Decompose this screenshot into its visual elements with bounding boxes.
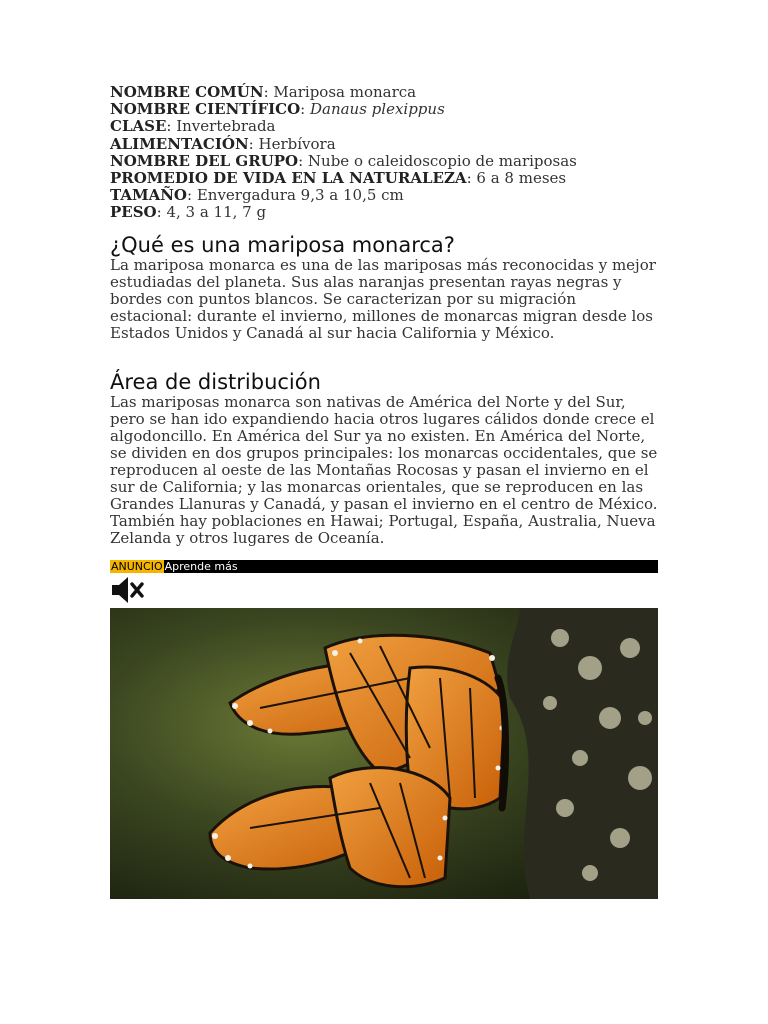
fact-value: 4, 3 a 11, 7 g [166, 203, 267, 222]
section-heading-distribution: Área de distribución [110, 369, 321, 394]
fact-separator: : [466, 169, 477, 188]
fact-sheet [110, 84, 658, 222]
fact-label: TAMAÑO [110, 186, 187, 205]
fact-label: NOMBRE CIENTÍFICO [110, 100, 301, 119]
video-player[interactable] [110, 608, 658, 899]
learn-more-link[interactable]: Aprende más [164, 559, 238, 573]
article [110, 84, 658, 899]
fact-row [110, 153, 658, 170]
fact-value: Herbívora [258, 134, 336, 153]
fact-row [110, 204, 658, 221]
fact-value: Nube o caleidoscopio de mariposas [307, 151, 577, 170]
fact-row [110, 170, 658, 187]
fact-row [110, 187, 658, 204]
fact-separator: : [166, 117, 177, 136]
speaker-muted-icon [110, 574, 146, 606]
fact-label: PESO [110, 203, 157, 222]
fact-value: Envergadura 9,3 a 10,5 cm [196, 186, 404, 205]
fact-label: PROMEDIO DE VIDA EN LA NATURALEZA [110, 169, 467, 188]
fact-separator: : [156, 203, 167, 222]
fact-separator: : [187, 186, 197, 205]
fact-value: Danaus plexippus [309, 100, 445, 119]
fact-row [110, 101, 658, 118]
fact-separator: : [300, 100, 310, 119]
ad-bar [110, 560, 658, 573]
section-body-what-is: La mariposa monarca es una de las mariposas más reconocidas y mejor estudiadas del planeta. Sus alas naranjas presentan rayas negras y bordes con puntos blancos. Se caracterizan por su migración estacional: durante el invierno, millones de monarcas migran desde los Estados Unidos y Canadá al sur hacia California y México. [110, 255, 656, 342]
fact-separator: : [263, 83, 274, 101]
monarch-butterfly-image [110, 608, 658, 899]
ad-label: ANUNCIO [111, 559, 163, 573]
fact-row [110, 118, 658, 135]
fact-label: NOMBRE COMÚN [110, 83, 264, 101]
fact-label: CLASE [110, 117, 167, 136]
fact-row [110, 136, 658, 153]
section-body-distribution: Las mariposas monarca son nativas de América del Norte y del Sur, pero se han ido expandiendo hacia otros lugares cálidos donde crece el algodoncillo. En América del Sur ya no existen. En América del Norte, se dividen en dos grupos principales: los monarcas occidentales, que se reproducen al oeste de las Montañas Rocosas y pasan el invierno en el sur de California; y las monarcas orientales, que se reproducen en las Grandes Llanuras y Canadá, y pasan el invierno en el centro de México. También hay poblaciones en Hawai; Portugal, España, Australia, Nueva Zelanda y otros lugares de Oceanía. [110, 392, 658, 547]
fact-value: 6 a 8 meses [476, 169, 567, 188]
fact-value: Invertebrada [176, 117, 276, 136]
mute-button[interactable] [110, 574, 146, 606]
fact-label: ALIMENTACIÓN [110, 134, 249, 153]
fact-separator: : [248, 134, 259, 153]
fact-separator: : [298, 151, 308, 170]
fact-value: Mariposa monarca [273, 83, 417, 101]
fact-row [110, 84, 658, 101]
section-heading-what-is: ¿Qué es una mariposa monarca? [110, 232, 455, 257]
fact-label: NOMBRE DEL GRUPO [110, 151, 299, 170]
